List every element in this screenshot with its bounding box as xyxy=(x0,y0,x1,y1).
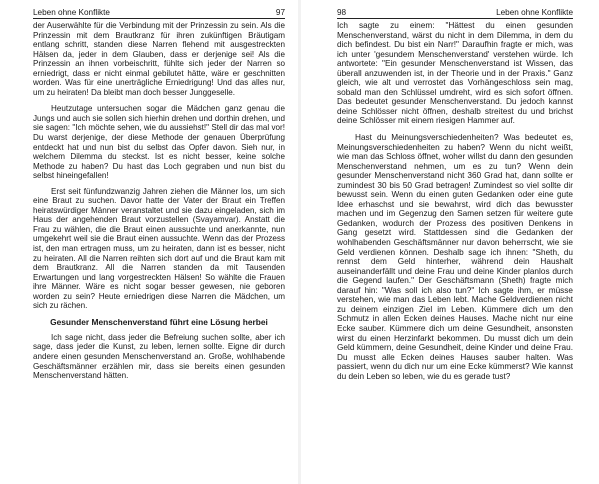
left-page-header xyxy=(33,7,285,19)
left-subheading: Gesunder Menschenverstand führt eine Lösung herbei xyxy=(50,316,268,327)
left-page xyxy=(0,0,296,484)
left-paragraph-2: Heutzutage untersuchen sogar die Mädchen ganz genau die Jungs und auch sie sollen sich hierhin drehen und dorthin drehen, und sie sagen: "Ich möchte sehen, wie du aussiehst!" Stell dir das mal vor! Du warst derjenige, der diese Methode der genauen Überprüfung entdeckt hat und nun bist du selbst das Opfer davon. Sieh nur, in welchem Dilemma du steckst. Ist es nicht besser, keine solche Methode zu haben? Du hast das Loch gegraben und nun bist du selbst hineingefallen! xyxy=(33,104,285,181)
right-page xyxy=(303,0,599,484)
left-page-number: 97 xyxy=(275,8,285,17)
left-paragraph-1: der Auserwählte für die Verbindung mit der Prinzessin zu sein. Als die Prinzessin mit dem Brautkranz für ihren zukünftigen Bräutigam entlang schritt, standen diese Narren flehend mit ausgestreckten Hälsen da, jeder in dem Glauben, dass er derjenige sei! Als die Prinzessin an ihnen vorbeischritt, fühlte sich jeder der Narren so erniedrigt, dass er nicht einmal gebilutet hätte, wäre er geschnitten worden. Was für eine unerträgliche Erniedrigung! Und das alles nur, um zu heiraten! Da bleibt man doch besser Junggeselle. xyxy=(33,21,285,97)
right-page-header xyxy=(337,7,573,19)
right-header-title: Leben ohne Konflikte xyxy=(496,8,573,17)
left-closing-paragraph: Ich sage nicht, dass jeder die Befreiung suchen sollte, aber ich sage, dass jeder die Kunst, zu leben, lernen sollte. Eigne dir durch andere einen gesunden Menschenverstand an. Große, wohlhabende Geschäftsmänner erzählen mir, dass sie bereits einen gesunden Menschenverstand hätten. xyxy=(33,332,285,381)
left-header-title: Leben ohne Konflikte xyxy=(33,8,110,17)
right-page-number: 98 xyxy=(337,8,347,17)
right-paragraph-1: Ich sagte zu einem: "Hättest du einen gesunden Menschenverstand, wärst du nicht in dem Dilemma, in dem du dich befindest. Du bist ein Narr!" Daraufhin fragte er mich, was ich unter 'gesundem Menschenverstand' verstehen würde. Ich antwortete: "Ein gesunder Menschenverstand ist Wissen, das überall anzuwenden ist, in der Theorie und in der Praxis." Ganz gleich, wie alt und verrostet das Vorhängeschloss sein mag, sobald man den Schlüssel umdreht, wird es sich sofort öffnen. Das bedeutet gesunder Menschenverstand. Du jedoch kannst deine Schlösser nicht öffnen, deshalb streitest du und brichst deine Schlösser mit einem riesigen Hammer auf. xyxy=(337,21,573,126)
right-paragraph-2: Hast du Meinungsverschiedenheiten? Was bedeutet es, Meinungsverschiedenheiten zu haben? Wenn du nicht weißt, wie man das Schloss öffnet, woher willst du dann den gesunden Menschenverstand nehmen, um es zu tun? Wenn dein gesunder Menschenverstand nicht 360 Grad hat, dann sollte er zumindest 30 bis 50 Grad betragen! Zumindest so viel sollte dir bewusst sein. Wenn du einen guten Gedanken oder eine gute Idee erhaschst und sie bewahrst, wird dich das bewusster machen und im Gegenzug den Samen setzen für weitere gute Gedanken, wodurch der Prozess des positiven Denkens in Gang gesetzt wird. Stattdessen sind die Gedanken der wohlhabenden Geschäftsmänner nur davon beherrscht, wie sie Geld verdienen können. Deshalb sage ich ihnen: "Sheth, du rennst dem Geld hinterher, während dein Haushalt auseinanderfällt und deine Frau und deine Kinder planlos durch die Gegend laufen." Der Geschäftsmann (Sheth) fragte mich darauf hin: "Was soll ich also tun?" Ich sagte ihm, er müsse verstehen, wie man das Leben lebt. Mache Geldverdienen nicht zu deinem einzigen Ziel im Leben. Kümmere dich um den Schmutz in allen Ecken deines Hauses. Mache nicht nur eine Ecke sauber. Kümmere dich um deine Gesundheit, ansonsten wirst du einen Herzinfarkt bekommen. Du musst dich um dein Geld kümmern, deine Gesundheit, deine Kinder und deine Frau. Du musst alle Ecken deines Hauses sauber halten. Was passiert, wenn du dich nur um eine Ecke kümmerst? Wie kannst du dein Leben so leben, wie du es gerade tust? xyxy=(337,133,573,381)
page-gutter xyxy=(298,0,301,484)
left-paragraph-3: Erst seit fünfundzwanzig Jahren ziehen die Männer los, um sich eine Braut zu suchen. Davor hatte der Vater der Braut ein Treffen heiratswürdiger Männer veranstaltet und sie dazu eingeladen, sich im Haus der angehenden Braut vorzustellen (Svayamvar). Anstatt die Frau zu wählen, die die Braut einen aussuchte und anerkannte, nun umgekehrt weil sie die Braut einen aussuchte. Wenn das der Prozess ist, den man ertragen muss, um zu heiraten, dann ist es besser, nicht zu heiraten. All die Narren reihten sich dort auf und die Braut kam mit dem Brautkranz. All die Narren standen da mit Tausenden Erwartungen und lang vorgestreckten Hälsen! So wählte die Frauen ihre Männer. Wäre es nicht sogar besser gewesen, nie geboren worden zu sein? Heute erniedrigen diese Narren die Mädchen, um sich zu rächen. xyxy=(33,186,285,311)
